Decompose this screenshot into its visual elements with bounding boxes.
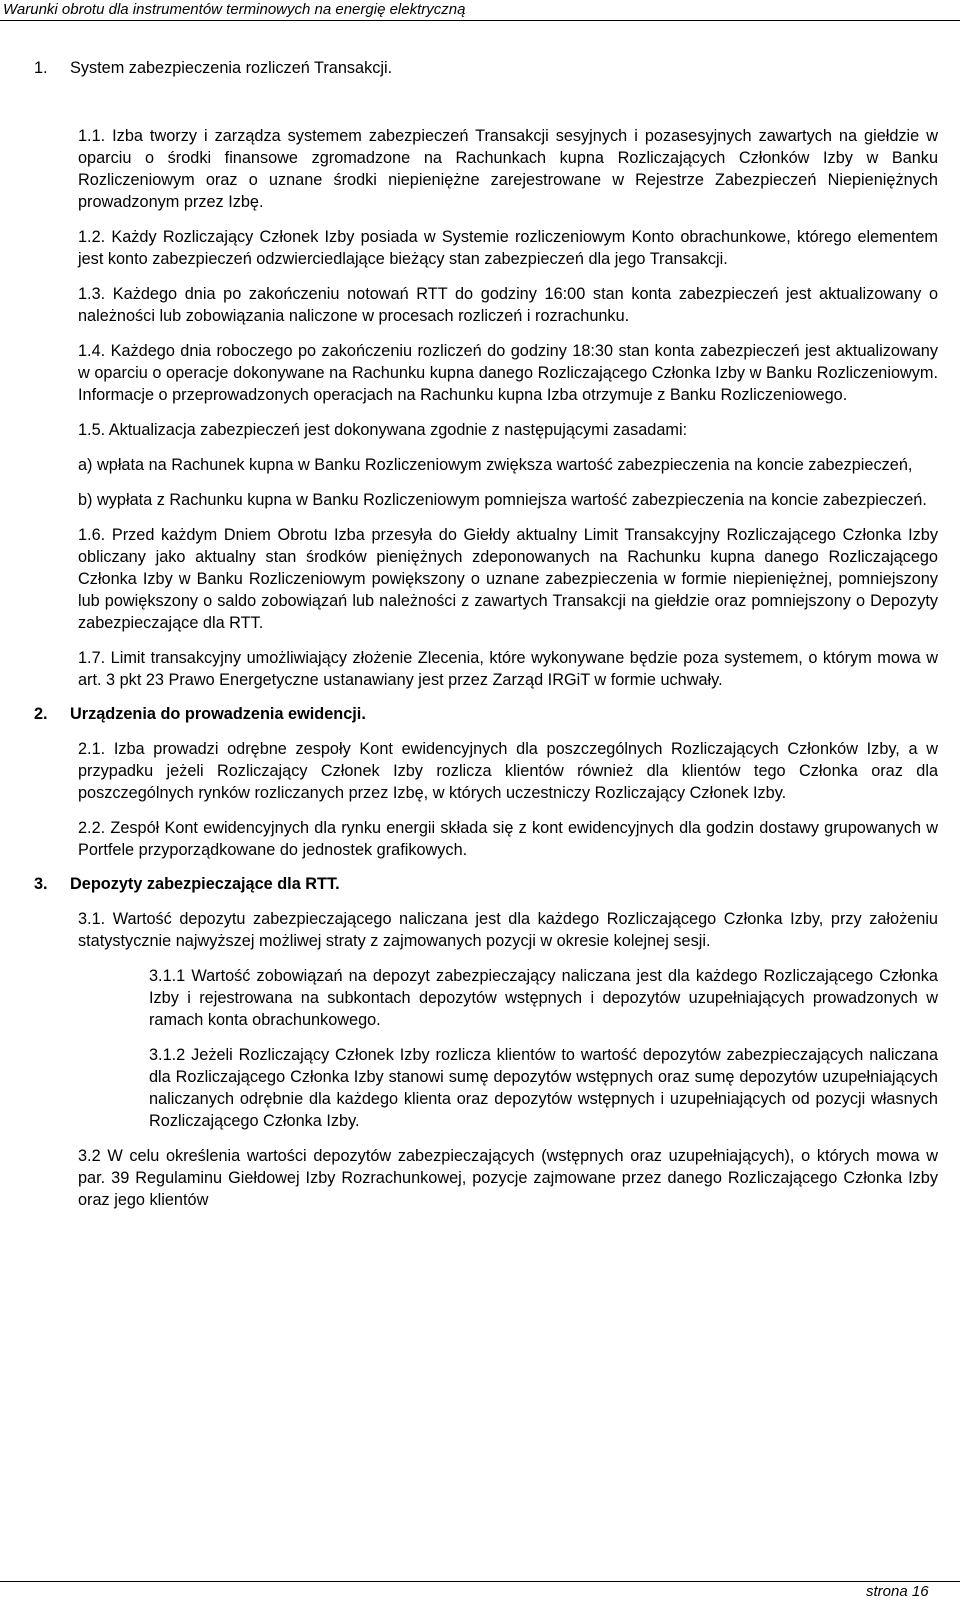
footer-rule — [0, 1581, 960, 1582]
section-1-number: 1. — [34, 59, 48, 77]
running-header: Warunki obrotu dla instrumentów terminowych na energię elektryczną — [3, 1, 466, 18]
header-rule — [0, 20, 960, 21]
section-1-title: System zabezpieczenia rozliczeń Transakcji. — [70, 59, 393, 77]
section-1-heading — [34, 57, 938, 79]
paragraph-3-1-2: 3.1.2 Jeżeli Rozliczający Członek Izby rozlicza klientów to wartość depozytów zabezpieczających naliczana dla Rozliczającego Członka Izby stanowi sumę depozytów wstępnych oraz sumę depozytów uzupełniających naliczanych odrębnie dla każdego klienta oraz depozytów wstępnych i uzupełniających od pozycji własnych Rozliczającego Członka Izby. — [149, 1046, 938, 1130]
section-2-title: Urządzenia do prowadzenia ewidencji. — [70, 705, 366, 723]
paragraph-1-5: 1.5. Aktualizacja zabezpieczeń jest dokonywana zgodnie z następującymi zasadami: — [78, 421, 688, 439]
paragraph-1-3: 1.3. Każdego dnia po zakończeniu notowań RTT do godziny 16:00 stan konta zabezpieczeń jest aktualizowany o należności lub zobowiązania naliczone w procesach rozliczeń i rozrachunku. — [78, 285, 938, 325]
document-body — [34, 57, 938, 1211]
paragraph-3-1-1: 3.1.1 Wartość zobowiązań na depozyt zabezpieczający naliczana jest dla każdego Rozliczającego Członka Izby i rejestrowana na subkontach depozytów wstępnych i depozytów uzupełniających prowadzonych w ramach konta obrachunkowego. — [149, 967, 938, 1029]
paragraph-2-1: 2.1. Izba prowadzi odrębne zespoły Kont ewidencyjnych dla poszczególnych Rozliczających Członków Izby, a w przypadku jeżeli Rozliczający Członek Izby rozlicza klientów również dla klientów tego Członka oraz dla poszczególnych rynków rozliczanych przez Izbę, w których uczestniczy Rozliczający Członek Izby. — [78, 740, 938, 802]
paragraph-2-2: 2.2. Zespół Kont ewidencyjnych dla rynku energii składa się z kont ewidencyjnych dla godzin dostawy grupowanych w Portfele przyporządkowane do jednostek grafikowych. — [78, 819, 938, 859]
paragraph-1-2: 1.2. Każdy Rozliczający Członek Izby posiada w Systemie rozliczeniowym Konto obrachunkowe, którego elementem jest konto zabezpieczeń odzwierciedlające bieżący stan zabezpieczeń dla jego Transakcji. — [78, 228, 938, 268]
section-3-number: 3. — [34, 875, 48, 893]
paragraph-1-5-b: b) wypłata z Rachunku kupna w Banku Rozliczeniowym pomniejsza wartość zabezpieczenia na koncie zabezpieczeń. — [78, 491, 927, 509]
section-2-number: 2. — [34, 705, 48, 723]
page-number: strona 16 — [866, 1583, 929, 1600]
paragraph-1-7: 1.7. Limit transakcyjny umożliwiający złożenie Zlecenia, które wykonywane będzie poza systemem, o którym mowa w art. 3 pkt 23 Prawo Energetyczne ustanawiany jest przez Zarząd IRGiT w formie uchwały. — [78, 649, 938, 689]
paragraph-1-1: 1.1. Izba tworzy i zarządza systemem zabezpieczeń Transakcji sesyjnych i pozasesyjnych zawartych na giełdzie w oparciu o środki finansowe zgromadzone na Rachunkach kupna Rozliczających Członków Izby w Banku Rozliczeniowym oraz o uznane środki niepieniężne zarejestrowane w Rejestrze Zabezpieczeń Niepieniężnych prowadzonym przez Izbę. — [78, 127, 938, 211]
paragraph-3-2: 3.2 W celu określenia wartości depozytów zabezpieczających (wstępnych oraz uzupełniających), o których mowa w par. 39 Regulaminu Giełdowej Izby Rozrachunkowej, pozycje zajmowane przez danego Rozliczającego Członka Izby oraz jego klientów — [78, 1147, 938, 1209]
section-2-heading — [34, 703, 938, 725]
paragraph-1-6: 1.6. Przed każdym Dniem Obrotu Izba przesyła do Giełdy aktualny Limit Transakcyjny Rozliczającego Członka Izby obliczany jako aktualny stan środków pieniężnych zdeponowanych na Rachunku kupna danego Rozliczającego Członka Izby w Banku Rozliczeniowym powiększony o uznane zabezpieczenia w formie niepieniężnej, pomniejszony lub powiększony o saldo zobowiązań lub należności z zawartych Transakcji na giełdzie oraz pomniejszony o Depozyty zabezpieczające dla RTT. — [78, 526, 938, 632]
section-3-heading — [34, 873, 938, 895]
paragraph-1-5-a: a) wpłata na Rachunek kupna w Banku Rozliczeniowym zwiększa wartość zabezpieczenia na koncie zabezpieczeń, — [78, 456, 913, 474]
paragraph-1-4: 1.4. Każdego dnia roboczego po zakończeniu rozliczeń do godziny 18:30 stan konta zabezpieczeń jest aktualizowany w oparciu o operacje dokonywane na Rachunku kupna danego Rozliczającego Członka Izby w Banku Rozliczeniowym. Informacje o przeprowadzonych operacjach na Rachunku kupna Izba otrzymuje z Banku Rozliczeniowego. — [78, 342, 938, 404]
paragraph-3-1: 3.1. Wartość depozytu zabezpieczającego naliczana jest dla każdego Rozliczającego Członka Izby, przy założeniu statystycznie najwyższej możliwej straty z zajmowanych pozycji w okresie kolejnej sesji. — [78, 910, 938, 950]
section-3-title: Depozyty zabezpieczające dla RTT. — [70, 875, 340, 893]
